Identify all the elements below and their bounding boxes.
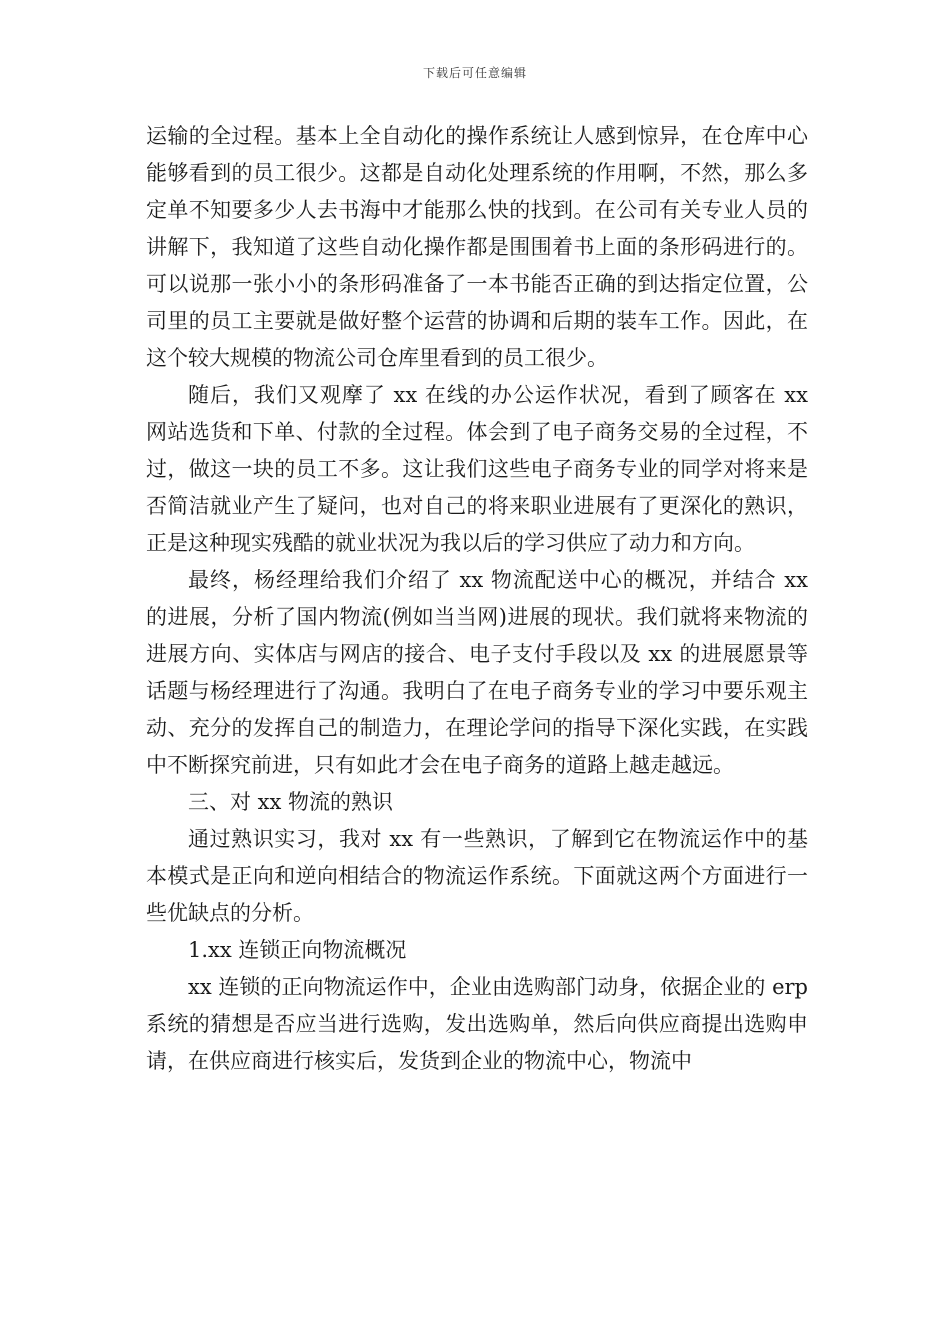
paragraph-section-intro: 通过熟识实习，我对 xx 有一些熟识，了解到它在物流运作中的基本模式是正向和逆向相结合的物流运作系统。下面就这两个方面进行一些优缺点的分析。 <box>146 827 808 925</box>
section-heading: 三、对 xx 物流的熟识 <box>188 790 394 814</box>
paragraph-visit-online-office: 随后，我们又观摩了 xx 在线的办公运作状况，看到了顾客在 xx 网站选货和下单、付款的全过程。体会到了电子商务交易的全过程，不过，做这一块的员工不多。这让我们这些电子商务专业的同学对将来是否简洁就业产生了疑问，也对自己的将来职业进展有了更深化的熟识，正是这种现实残酷的就业状况为我以后的学习供应了动力和方向。 <box>146 383 808 555</box>
document-body <box>146 118 808 1080</box>
paragraph-manager-introduction: 最终，杨经理给我们介绍了 xx 物流配送中心的概况，并结合 xx 的进展，分析了国内物流(例如当当网)进展的现状。我们就将来物流的进展方向、实体店与网店的接合、电子支付手段以及 xx 的进展愿景等话题与杨经理进行了沟通。我明白了在电子商务专业的学习中要乐观主动、充分的发挥自己的制造力，在理论学问的指导下深化实践，在实践中不断探究前进，只有如此才会在电子商务的道路上越走越远。 <box>146 568 808 777</box>
subsection-heading: 1.xx 连锁正向物流概况 <box>188 938 407 962</box>
paragraph-continuation: 运输的全过程。基本上全自动化的操作系统让人感到惊异，在仓库中心能够看到的员工很少。这都是自动化处理系统的作用啊，不然，那么多定单不知要多少人去书海中才能那么快的找到。在公司有关专业人员的讲解下，我知道了这些自动化操作都是围围着书上面的条形码进行的。可以说那一张小小的条形码准备了一本书能否正确的到达指定位置，公司里的员工主要就是做好整个运营的协调和后期的装车工作。因此，在这个较大规模的物流公司仓库里看到的员工很少。 <box>146 124 808 370</box>
paragraph-forward-logistics: xx 连锁的正向物流运作中，企业由选购部门动身，依据企业的 erp 系统的猜想是否应当进行选购，发出选购单，然后向供应商提出选购申请，在供应商进行核实后，发货到企业的物流中心，物流中 <box>146 975 808 1073</box>
page-header-note: 下载后可任意编辑 <box>422 66 527 80</box>
